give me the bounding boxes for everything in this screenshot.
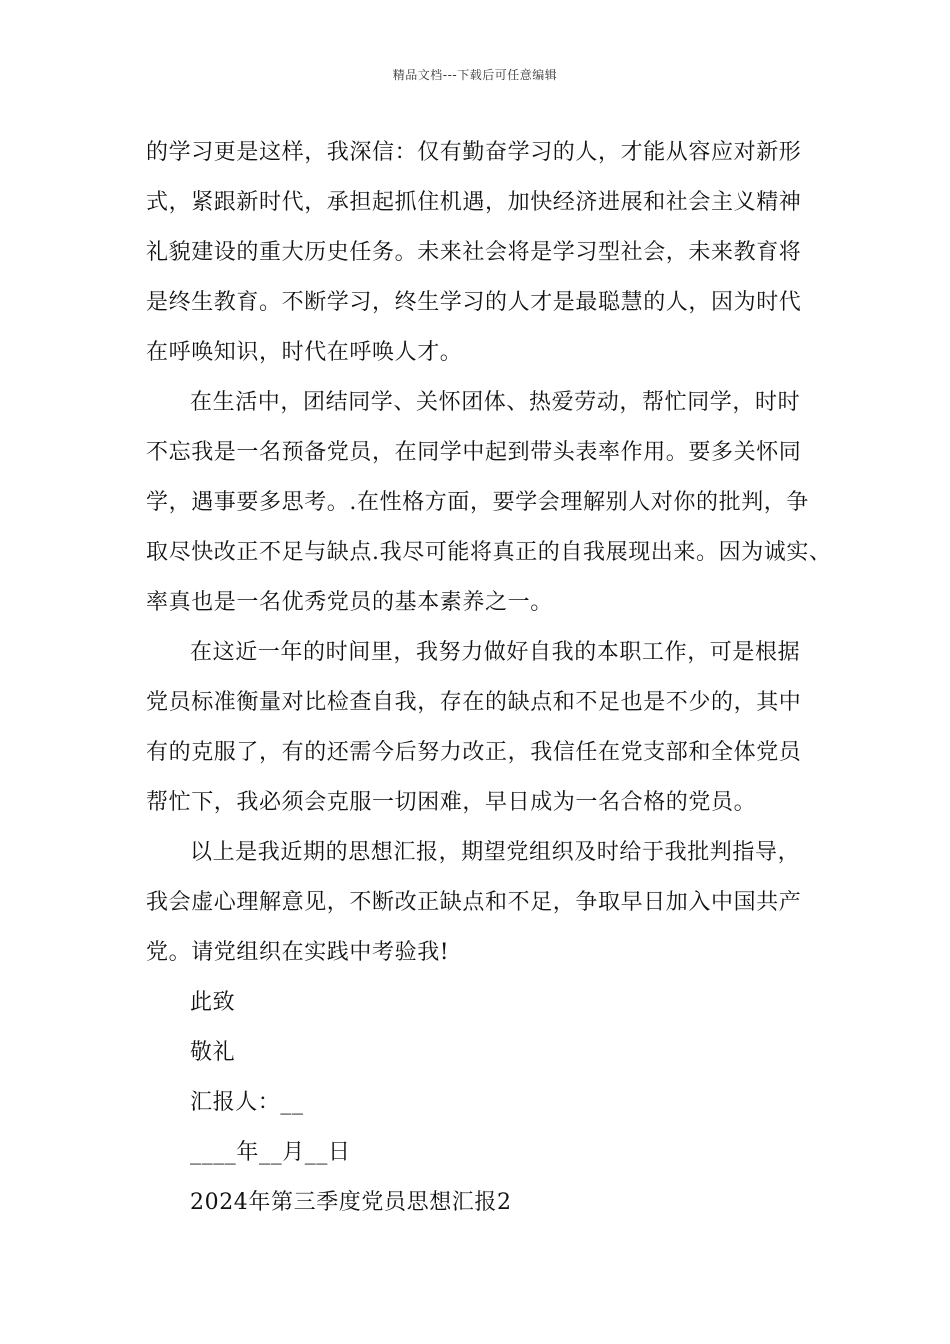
text-line: 帮忙下，我必须会克服一切困难，早日成为一名合格的党员。 bbox=[146, 790, 757, 815]
document-body bbox=[146, 128, 832, 1228]
text-line: 我会虚心理解意见，不断改正缺点和不足，争取早日加入中国共产 bbox=[146, 890, 802, 915]
page-header: 精品文档---下载后可任意编辑 bbox=[392, 68, 558, 82]
text-line: 学，遇事要多思考。.在性格方面，要学会理解别人对你的批判，争 bbox=[146, 490, 809, 515]
paragraph-start-line: 以上是我近期的思想汇报，期望党组织及时给于我批判指导， bbox=[190, 840, 801, 865]
text-line: 式，紧跟新时代，承担起抓住机遇，加快经济进展和社会主义精神 bbox=[146, 190, 802, 215]
text-line: 率真也是一名优秀党员的基本素养之一。 bbox=[146, 590, 553, 615]
text-line: 的学习更是这样，我深信：仅有勤奋学习的人，才能从容应对新形 bbox=[146, 140, 802, 165]
text-line: 有的克服了，有的还需今后努力改正，我信任在党支部和全体党员 bbox=[146, 740, 802, 765]
reporter-signature-line: 汇报人：__ bbox=[190, 1090, 304, 1115]
text-line: 党。请党组织在实践中考验我! bbox=[146, 940, 450, 965]
paragraph-start-line: 在这近一年的时间里，我努力做好自我的本职工作，可是根据 bbox=[190, 640, 801, 665]
text-line: 是终生教育。不断学习，终生学习的人才是最聪慧的人，因为时代 bbox=[146, 290, 802, 315]
text-line: 不忘我是一名预备党员，在同学中起到带头表率作用。要多关怀同 bbox=[146, 440, 802, 465]
text-line: 在呼唤知识，时代在呼唤人才。 bbox=[146, 340, 463, 365]
paragraph-start-line: 在生活中，团结同学、关怀团体、热爱劳动，帮忙同学，时时 bbox=[190, 390, 801, 415]
date-line: ____年__月__日 bbox=[190, 1140, 351, 1165]
text-line: 取尽快改正不足与缺点.我尽可能将真正的自我展现出来。因为诚实、 bbox=[146, 540, 832, 565]
closing-regards: 敬礼 bbox=[190, 1040, 236, 1065]
next-section-title: 2024年第三季度党员思想汇报2 bbox=[190, 1190, 512, 1215]
text-line: 礼貌建设的重大历史任务。未来社会将是学习型社会，未来教育将 bbox=[146, 240, 802, 265]
closing-salutation: 此致 bbox=[190, 990, 236, 1015]
text-line: 党员标准衡量对比检查自我，存在的缺点和不足也是不少的，其中 bbox=[146, 690, 802, 715]
